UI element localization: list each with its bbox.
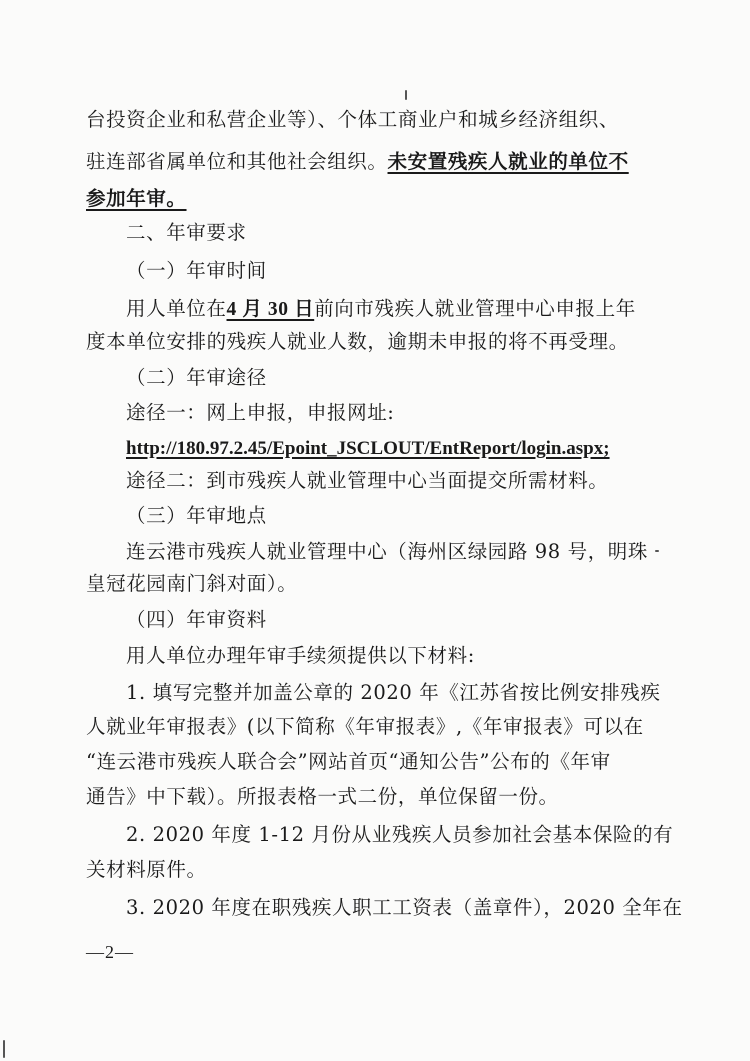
paragraph-line: 用人单位办理年审手续须提供以下材料: [126, 644, 475, 667]
section-heading: 二、年审要求 [126, 221, 247, 244]
subsection-heading: （二）年审途径 [126, 366, 267, 389]
report-url-link[interactable] [126, 433, 646, 464]
subsection-heading: （四）年审资料 [126, 608, 267, 631]
subsection-heading: （一）年审时间 [126, 259, 267, 282]
scan-speck [3, 1040, 5, 1058]
report-url-text[interactable]: http://180.97.2.45/Epoint_JSCLOUT/EntReport/login.aspx; [126, 438, 610, 459]
paragraph-line [86, 147, 646, 177]
paragraph-line: 关材料原件。 [86, 858, 207, 881]
paragraph-line: 皇冠花园南门斜对面）。 [86, 572, 298, 595]
paragraph-line: 2. 2020 年度 1-12 月份从业残疾人员参加社会基本保险的有 [126, 823, 674, 846]
paragraph-text: 驻连部省属单位和其他社会组织。 [86, 150, 388, 173]
emphasis-text: 未安置残疾人就业的单位不 [387, 150, 629, 173]
paragraph-line: 连云港市残疾人就业管理中心（海州区绿园路 98 号，明珠 [126, 540, 649, 563]
paragraph-line: 台投资企业和私营企业等）、个体工商业户和城乡经济组织、 [86, 108, 619, 131]
paragraph-line: 途径二：到市残疾人就业管理中心当面提交所需材料。 [126, 469, 609, 492]
scan-speck [405, 90, 407, 100]
paragraph-line [126, 294, 646, 325]
paragraph-line [86, 184, 646, 214]
paragraph-text: 用人单位在 [126, 297, 227, 320]
subsection-heading: （三）年审地点 [126, 504, 267, 527]
paragraph-line: 3. 2020 年度在职残疾人职工工资表（盖章件），2020 全年在 [126, 896, 683, 919]
emphasis-text: 参加年审。 [86, 187, 187, 210]
paragraph-line: 度本单位安排的残疾人就业人数，逾期未申报的将不再受理。 [86, 330, 629, 353]
paragraph-line: 途径一：网上申报，申报网址: [126, 401, 395, 424]
paragraph-line: “连云港市残疾人联合会”网站首页“通知公告”公布的《年审 [86, 750, 611, 773]
deadline-date: 4 月 30 日 [226, 299, 315, 320]
paragraph-line: 1. 填写完整并加盖公章的 2020 年《江苏省按比例安排残疾 [126, 681, 661, 704]
paragraph-line: 人就业年审报表》(以下简称《年审报表》,《年审报表》可以在 [86, 715, 644, 738]
paragraph-line: 通告》中下载）。所报表格一式二份，单位保留一份。 [86, 785, 559, 808]
scan-speck [655, 550, 659, 552]
page-number: —2— [86, 942, 134, 962]
paragraph-text: 前向市残疾人就业管理中心申报上年 [314, 297, 636, 320]
